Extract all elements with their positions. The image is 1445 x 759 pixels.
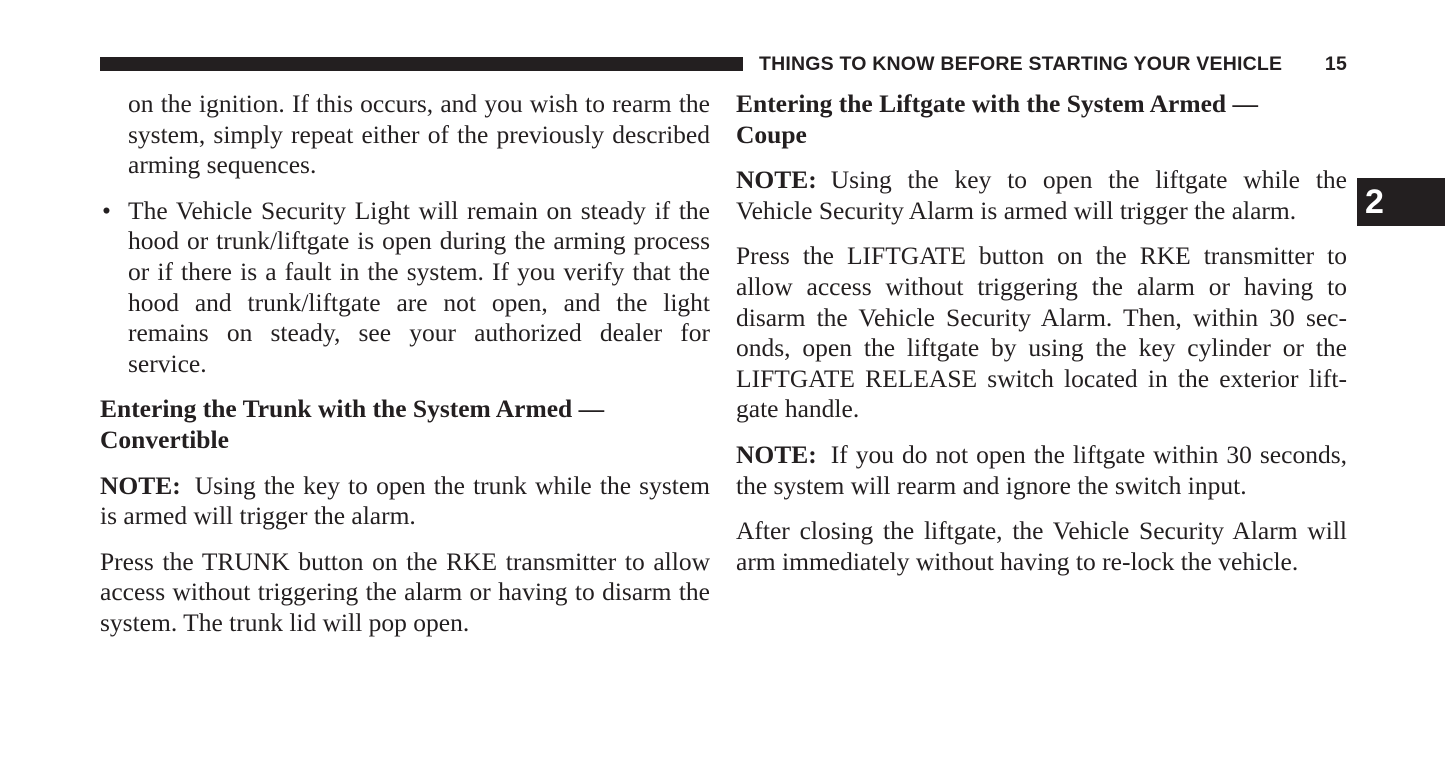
note-liftgate-timeout — [736, 440, 1347, 501]
note-text: Using the key to open the trunk while the system is armed will trigger the alarm. — [100, 470, 710, 531]
note-label: NOTE: — [100, 470, 181, 500]
liftgate-paragraph: Press the LIFTGATE button on the RKE transmitter to allow access without triggering the alarm or having to disarm the Vehicle Security Alarm. Then, within 30 seconds, open the liftgate by using the key cylinder or the LIFTGATE RELEASE switch located in the exterior liftgate handle. — [736, 241, 1347, 424]
note-label: NOTE: — [736, 439, 817, 469]
header-title: THINGS TO KNOW BEFORE STARTING YOUR VEHICLE — [759, 53, 1283, 75]
note-liftgate-key — [736, 165, 1347, 226]
chapter-tab: 2 — [1357, 178, 1445, 226]
bullet-icon: • — [102, 195, 111, 225]
note-trunk — [100, 471, 710, 532]
header-rule — [100, 57, 743, 71]
note-text: Using the key to open the liftgate while the Vehicle Security Alarm is armed will trigger the alarm. — [736, 165, 1347, 225]
closing-paragraph: After closing the liftgate, the Vehicle Security Alarm will arm immediately without having to re-lock the vehicle. — [736, 516, 1347, 576]
section-heading-trunk: Entering the Trunk with the System Armed — Convertible — [100, 394, 605, 454]
running-header — [759, 53, 1347, 76]
section-heading-liftgate: Entering the Liftgate with the System Armed — Coupe — [736, 89, 1258, 149]
trunk-paragraph: Press the TRUNK button on the RKE transmitter to allow access without triggering the alarm or having to disarm the system. The trunk lid will pop open. — [100, 546, 710, 637]
left-column — [100, 89, 710, 654]
continued-paragraph: on the ignition. If this occurs, and you wish to rearm the system, simply repeat either of the previously described arming sequences. — [128, 89, 710, 180]
right-column — [736, 89, 1347, 592]
note-label: NOTE: — [736, 165, 817, 195]
list-item — [100, 196, 710, 380]
note-text: If you do not open the liftgate within 30 seconds, the system will rearm and ignore the switch input. — [736, 439, 1347, 500]
page-number: 15 — [1324, 53, 1347, 75]
list-item-text: The Vehicle Security Light will remain on steady if the hood or trunk/liftgate is open during the arming process or if there is a fault in the system. If you verify that the hood and trunk/liftgate are not open, and the light remains on steady, see your authorized dealer for service. — [128, 195, 710, 378]
